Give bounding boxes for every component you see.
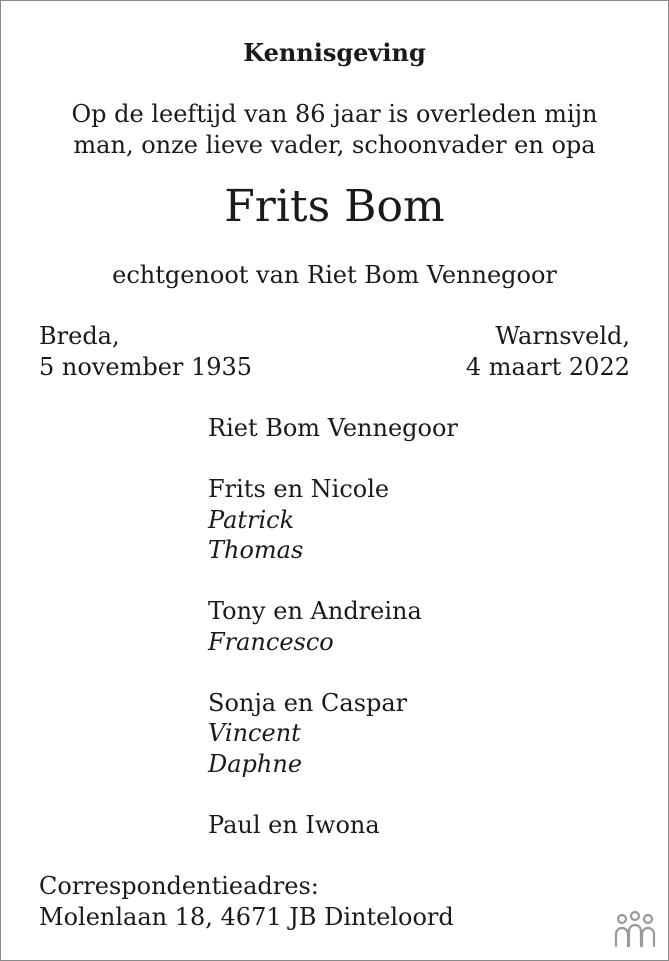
deceased-name: Frits Bom (224, 181, 445, 232)
address-label: Correspondentieadres: (39, 872, 319, 900)
family-parents: Sonja en Caspar (208, 688, 408, 717)
birth-info (39, 321, 252, 383)
birth-date: 5 november 1935 (39, 353, 253, 381)
death-date: 4 maart 2022 (465, 353, 630, 381)
intro-line: man, onze lieve vader, schoonvader en opa (73, 131, 596, 159)
spouse-line: echtgenoot van Riet Bom Vennegoor (112, 261, 557, 289)
address-line: Molenlaan 18, 4671 JB Dinteloord (39, 903, 454, 931)
death-info (466, 321, 630, 383)
family-parents: Tony en Andreina (208, 597, 422, 625)
birth-place: Breda, (39, 322, 120, 350)
people-group-icon (610, 910, 660, 950)
notice-intro (1, 99, 668, 161)
family-list (208, 413, 458, 840)
death-place: Warnsveld, (495, 322, 630, 350)
family-child: Patrick (208, 505, 295, 534)
family-child: Francesco (208, 627, 334, 656)
family-child: Thomas (208, 536, 304, 564)
family-parents: Riet Bom Vennegoor (208, 414, 458, 442)
intro-line: Op de leeftijd van 86 jaar is overleden mijn (71, 100, 598, 128)
family-child: Daphne (208, 749, 303, 778)
correspondence-address (39, 871, 454, 933)
family-child: Vincent (208, 719, 301, 747)
family-parents: Paul en Iwona (208, 810, 380, 839)
family-parents: Frits en Nicole (208, 475, 390, 503)
notice-heading: Kennisgeving (243, 38, 426, 67)
